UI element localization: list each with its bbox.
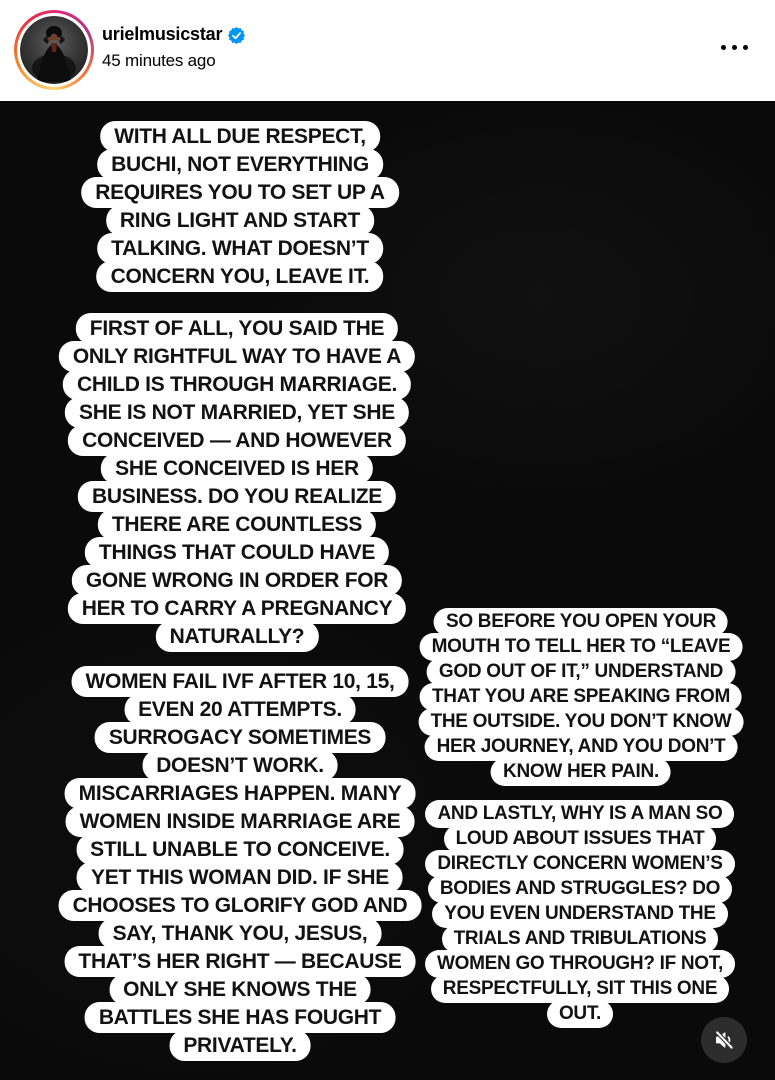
sticker-text-line: WITH ALL DUE RESPECT,: [100, 121, 380, 152]
sticker-text-line: MOUTH TO TELL HER TO “LEAVE: [420, 633, 743, 661]
sticker-text-line: SURROGACY SOMETIMES: [95, 722, 385, 753]
sticker-text-line: KNOW HER PAIN.: [491, 758, 671, 786]
sticker-text-line: ONLY SHE KNOWS THE: [109, 974, 371, 1005]
sticker-text-line: SAY, THANK YOU, JESUS,: [99, 918, 382, 949]
text-sticker: [81, 121, 399, 289]
sticker-text-line: BUCHI, NOT EVERYTHING: [97, 149, 383, 180]
text-sticker: [59, 666, 422, 1058]
sticker-text-line: CHILD IS THROUGH MARRIAGE.: [63, 369, 411, 400]
sticker-text-line: SHE IS NOT MARRIED, YET SHE: [65, 397, 409, 428]
three-dots-icon: [732, 45, 737, 50]
sticker-text-line: WOMEN GO THROUGH? IF NOT,: [425, 950, 735, 978]
sticker-text-line: THE OUTSIDE. YOU DON’T KNOW: [419, 708, 744, 736]
sticker-text-line: THERE ARE COUNTLESS: [98, 509, 376, 540]
sticker-text-line: YET THIS WOMAN DID. IF SHE: [77, 862, 403, 893]
text-sticker: [59, 313, 415, 649]
sticker-text-line: THINGS THAT COULD HAVE: [85, 537, 389, 568]
sticker-text-line: THAT’S HER RIGHT — BECAUSE: [64, 946, 415, 977]
sticker-text-line: GONE WRONG IN ORDER FOR: [72, 565, 402, 596]
username-row: [102, 24, 245, 45]
post-header: [0, 0, 775, 101]
sticker-text-line: HER JOURNEY, AND YOU DON’T: [425, 733, 738, 761]
sticker-text-line: CHOOSES TO GLORIFY GOD AND: [59, 890, 422, 921]
sticker-text-line: REQUIRES YOU TO SET UP A: [81, 177, 399, 208]
sticker-text-line: MISCARRIAGES HAPPEN. MANY: [65, 778, 416, 809]
sticker-text-line: RESPECTFULLY, SIT THIS ONE: [431, 975, 729, 1003]
sticker-text-line: DIRECTLY CONCERN WOMEN’S: [425, 850, 734, 878]
verified-badge-icon: [228, 27, 245, 44]
sticker-text-line: SO BEFORE YOU OPEN YOUR: [434, 608, 728, 636]
profile-photo: [20, 16, 88, 84]
sticker-text-line: SHE CONCEIVED IS HER: [101, 453, 373, 484]
sticker-text-line: THAT YOU ARE SPEAKING FROM: [420, 683, 742, 711]
text-sticker: [419, 608, 744, 783]
sticker-text-line: RING LIGHT AND START: [106, 205, 374, 236]
avatar-ring-gap: [17, 13, 91, 87]
sticker-text-line: TALKING. WHAT DOESN’T: [97, 233, 383, 264]
sticker-text-line: BUSINESS. DO YOU REALIZE: [78, 481, 396, 512]
sticker-text-line: CONCERN YOU, LEAVE IT.: [97, 261, 384, 292]
mute-button[interactable]: [701, 1017, 747, 1063]
sticker-text-line: CONCEIVED — AND HOWEVER: [68, 425, 406, 456]
sticker-text-line: ONLY RIGHTFUL WAY TO HAVE A: [59, 341, 415, 372]
header-text-block: [102, 24, 245, 71]
timestamp: 45 minutes ago: [102, 51, 216, 70]
username[interactable]: urielmusicstar: [102, 24, 223, 44]
sticker-text-line: PRIVATELY.: [169, 1030, 310, 1061]
speaker-muted-icon: [712, 1028, 736, 1052]
sticker-text-line: DOESN’T WORK.: [142, 750, 338, 781]
sticker-text-line: EVEN 20 ATTEMPTS.: [124, 694, 356, 725]
three-dots-icon: [743, 45, 748, 50]
sticker-text-line: GOD OUT OF IT,” UNDERSTAND: [427, 658, 735, 686]
sticker-text-line: FIRST OF ALL, YOU SAID THE: [76, 313, 398, 344]
sticker-text-line: YOU EVEN UNDERSTAND THE: [432, 900, 727, 928]
sticker-text-line: BATTLES SHE HAS FOUGHT: [85, 1002, 395, 1033]
sticker-text-line: BODIES AND STRUGGLES? DO: [428, 875, 732, 903]
sticker-text-line: TRIALS AND TRIBULATIONS: [442, 925, 719, 953]
sticker-text-line: STILL UNABLE TO CONCEIVE.: [76, 834, 404, 865]
sticker-text-line: AND LASTLY, WHY IS A MAN SO: [425, 800, 734, 828]
sticker-text-line: NATURALLY?: [156, 621, 319, 652]
sticker-text-line: WOMEN INSIDE MARRIAGE ARE: [66, 806, 415, 837]
three-dots-icon: [721, 45, 726, 50]
video-media-area[interactable]: [0, 101, 775, 1080]
sticker-text-line: LOUD ABOUT ISSUES THAT: [444, 825, 717, 853]
sticker-text-line: HER TO CARRY A PREGNANCY: [68, 593, 407, 624]
avatar[interactable]: [14, 10, 94, 90]
more-options-button[interactable]: [711, 36, 757, 58]
sticker-text-line: OUT.: [547, 1000, 613, 1028]
text-sticker: [425, 800, 735, 1025]
sticker-text-line: WOMEN FAIL IVF AFTER 10, 15,: [72, 666, 409, 697]
